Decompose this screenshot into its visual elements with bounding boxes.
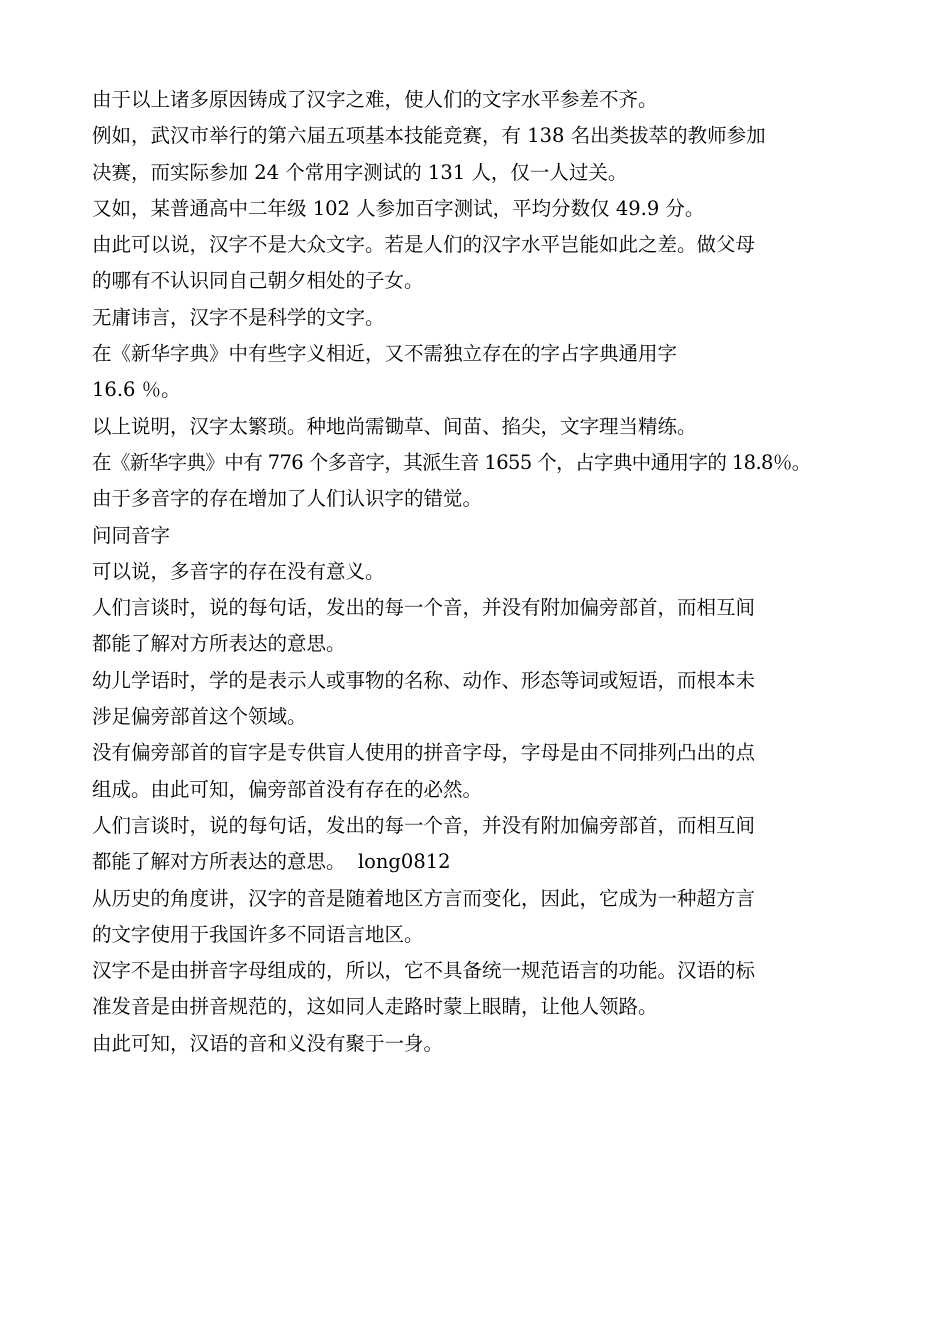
text-line: 由于多音字的存在增加了人们认识字的错觉。 — [92, 487, 483, 511]
paragraph — [92, 663, 872, 736]
text-line: 人们言谈时，说的每句话，发出的每一个音，并没有附加偏旁部首，而相互间 — [92, 813, 756, 837]
paragraph — [92, 336, 872, 409]
text-line: 在《新华字典》中有些字义相近，又不需独立存在的字占字典通用字 — [92, 342, 678, 366]
text-line: 以上说明，汉字太繁琐。种地尚需锄草、间苗、掐尖，文字理当精练。 — [92, 414, 697, 438]
paragraph — [92, 82, 872, 118]
paragraph — [92, 590, 872, 663]
text-line: 由此可知，汉语的音和义没有聚于一身。 — [92, 1031, 444, 1055]
paragraph — [92, 518, 872, 554]
text-line: 的文字使用于我国许多不同语言地区。 — [92, 922, 424, 946]
paragraph — [92, 445, 872, 481]
paragraph — [92, 300, 872, 336]
paragraph — [92, 735, 872, 808]
text-line: 决赛，而实际参加 24 个常用字测试的 131 人，仅一人过关。 — [92, 160, 628, 184]
text-line: 由于以上诸多原因铸成了汉字之难，使人们的文字水平参差不齐。 — [92, 88, 658, 111]
text-line: 幼儿学语时，学的是表示人或事物的名称、动作、形态等词或短语，而根本未 — [92, 668, 756, 692]
paragraph — [92, 409, 872, 445]
text-line: 由此可以说，汉字不是大众文字。若是人们的汉字水平岂能如此之差。做父母 — [92, 233, 756, 257]
paragraph — [92, 481, 872, 517]
text-line: 都能了解对方所表达的意思。 — [92, 632, 346, 656]
text-line: 又如，某普通高中二年级 102 人参加百字测试，平均分数仅 49.9 分。 — [92, 196, 705, 220]
text-line: 涉足偏旁部首这个领域。 — [92, 705, 307, 729]
text-line: 没有偏旁部首的盲字是专供盲人使用的拼音字母，字母是由不同排列凸出的点 — [92, 741, 756, 765]
paragraph — [92, 118, 872, 191]
text-line: 无庸讳言，汉字不是科学的文字。 — [92, 305, 385, 329]
text-line: 的哪有不认识同自己朝夕相处的子女。 — [92, 269, 424, 293]
text-line: 都能了解对方所表达的意思。 long0812 — [92, 850, 451, 874]
paragraph — [92, 191, 872, 227]
paragraph — [92, 227, 872, 300]
paragraph — [92, 554, 872, 590]
text-line: 准发音是由拼音规范的，这如同人走路时蒙上眼睛，让他人领路。 — [92, 995, 658, 1019]
paragraph — [92, 1026, 872, 1062]
paragraph — [92, 808, 872, 881]
text-line: 问同音字 — [92, 523, 171, 547]
document-body — [92, 82, 872, 1062]
text-line: 汉字不是由拼音字母组成的，所以，它不具备统一规范语言的功能。汉语的标 — [92, 959, 756, 983]
paragraph — [92, 881, 872, 954]
paragraph — [92, 953, 872, 1026]
text-line: 可以说，多音字的存在没有意义。 — [92, 559, 385, 583]
text-line: 例如，武汉市举行的第六届五项基本技能竞赛，有 138 名出类拔萃的教师参加 — [92, 124, 766, 148]
text-line: 在《新华字典》中有 776 个多音字，其派生音 1655 个，占字典中通用字的 18.8％。 — [92, 450, 811, 474]
text-line: 人们言谈时，说的每句话，发出的每一个音，并没有附加偏旁部首，而相互间 — [92, 596, 756, 620]
text-line: 从历史的角度讲，汉字的音是随着地区方言而变化，因此，它成为一种超方言 — [92, 886, 756, 910]
text-line: 组成。由此可知，偏旁部首没有存在的必然。 — [92, 777, 483, 801]
text-line: 16.6 ％。 — [92, 378, 181, 402]
